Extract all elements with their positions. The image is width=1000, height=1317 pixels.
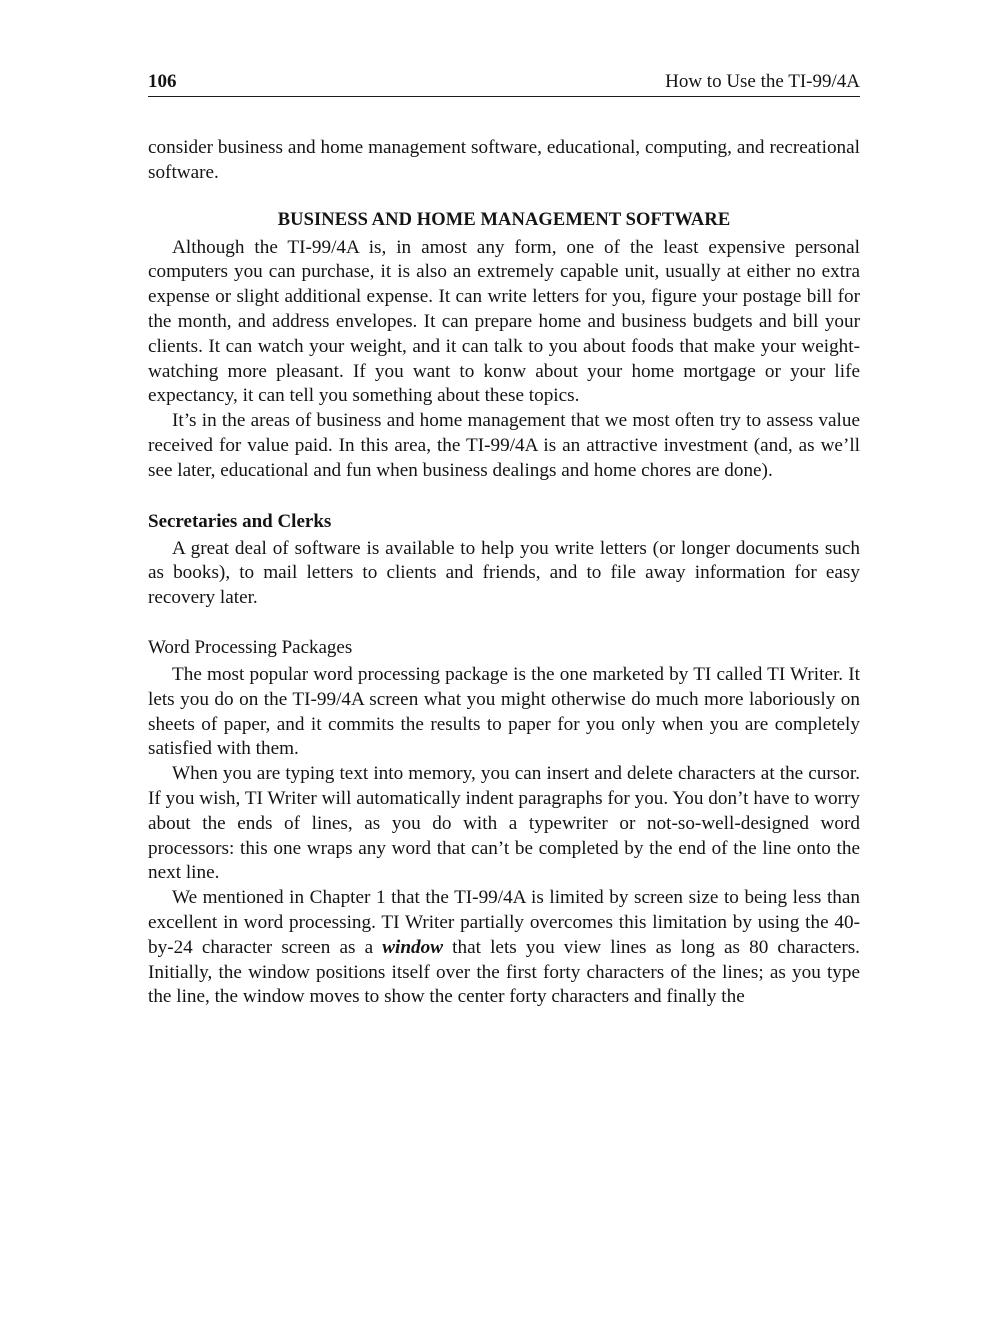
- opening-paragraph: consider business and home management software, educational, computing, and recreational software.: [148, 137, 860, 183]
- book-page: [148, 70, 860, 1010]
- body-paragraph: The most popular word processing package is the one marketed by TI called TI Writer. It lets you do on the TI-99/4A screen what you might otherwise do much more laboriously on sheets of paper, and it commits the results to paper for you only when you are completely satisfied with them.: [148, 663, 860, 760]
- body-paragraph: Although the TI-99/4A is, in amost any form, one of the least expensive personal computers you can purchase, it is also an extremely capable unit, usually at either no extra expense or slight additional expense. It can write letters for you, figure your postage bill for the month, and address envelopes. It can prepare home and business budgets and bill your clients. It can watch your weight, and it can talk to you about foods that make your weight-watching more pleasant. If you want to konw about your home mortgage or your life expectancy, it can tell you something about these topics.: [148, 236, 860, 407]
- subsection-heading: Secretaries and Clerks: [148, 510, 332, 532]
- body-paragraph: [148, 886, 860, 1010]
- running-title: How to Use the TI-99/4A: [665, 71, 860, 92]
- body-paragraph: It’s in the areas of business and home management that we most often try to assess value received for value paid. In this area, the TI-99/4A is an attractive investment (and, as we’ll see later, educational and fun when business dealings and home chores are done).: [148, 410, 860, 481]
- section-heading: BUSINESS AND HOME MANAGEMENT SOFTWARE: [277, 209, 731, 230]
- paragraph-text: We mentioned in Chapter 1 that the TI-99/4A is limited by screen size to being less than excellent in word processing. TI Writer partially overcomes this limitation by using the 40-by-24 character screen as a: [148, 887, 860, 958]
- body-paragraph: A great deal of software is available to help you write letters (or longer documents such as books), to mail letters to clients and friends, and to file away information for easy recovery later.: [148, 537, 860, 609]
- page-number: 106: [148, 71, 177, 92]
- running-head: [148, 70, 860, 97]
- body-paragraph: When you are typing text into memory, you can insert and delete characters at the cursor. If you wish, TI Writer will automatically indent paragraphs for you. You don’t have to worry about the ends of lines, as you do with a typewriter or not-so-well-designed word processors: this one wraps any word that can’t be completed by the end of the line onto the next line.: [148, 763, 860, 884]
- subsubsection-heading: Word Processing Packages: [148, 636, 353, 658]
- emphasized-term: window: [382, 936, 444, 958]
- paragraph-text: that lets you view lines as long as 80 characters. Initially, the window positions itself over the first forty characters of the lines; as you type the line, the window moves to show the center forty characters and finally the: [148, 936, 860, 1008]
